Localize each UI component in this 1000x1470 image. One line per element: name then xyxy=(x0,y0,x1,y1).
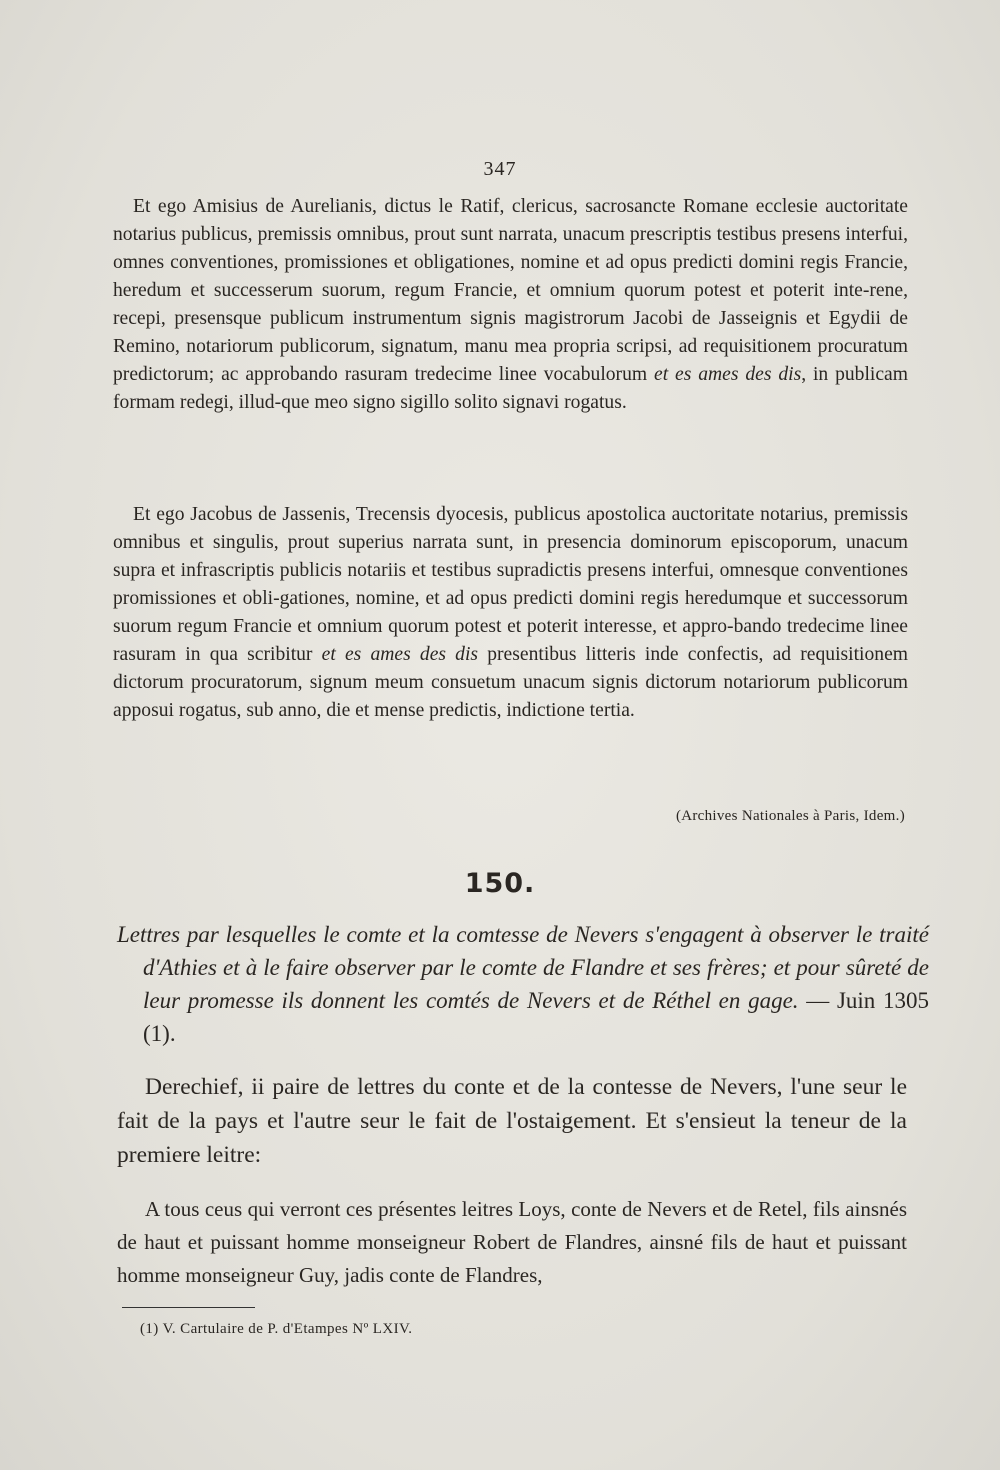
footnote: (1) V. Cartulaire de P. d'Etampes Nº LXIV. xyxy=(140,1321,413,1337)
document-number: 150. xyxy=(464,868,536,899)
paragraph-text-end: presentibus litteris inde confectis, ad requisitionem dictorum procuratorum, signum meum consuetum unacum signis dictorum notariorum publicorum apposui rogatus, sub anno, die et mense predictis, indictione tertia. xyxy=(113,644,909,721)
footnote-divider xyxy=(122,1307,255,1308)
page-number: 347 xyxy=(483,158,517,180)
summary-date: — Juin 1305 (1). xyxy=(143,988,929,1046)
latin-paragraph-1 xyxy=(113,193,908,417)
source-citation: (Archives Nationales à Paris, Idem.) xyxy=(675,808,905,824)
paragraph-text-end: , in publicam formam redegi, illud-que meo signo sigillo solito signavi rogatus. xyxy=(113,364,908,413)
italic-phrase: et es ames des dis xyxy=(321,644,479,665)
latin-paragraph-2 xyxy=(113,501,908,725)
document-summary xyxy=(117,918,929,1050)
summary-text: Lettres par lesquelles le comte et la comtesse de Nevers s'engagent à observer le traité d'Athies et à le faire observer par le comte de Flandre et ses frères; et pour sûreté de leur promesse ils donnent les comtés de Nevers et de Réthel en gage. xyxy=(117,922,929,1013)
italic-phrase: et es ames des dis xyxy=(654,364,802,385)
paragraph-text: Et ego Amisius de Aurelianis, dictus le Ratif, clericus, sacrosancte Romane ecclesie auctoritate notarius publicus, premissis omnibus, prout sunt narrata, unacum prescriptis testibus presens interfui, omnes conventiones, promissiones et obligationes, nomine et ad opus predicti domini regis Francie, heredum et successerum suorum, regum Francie, et omnium quorum potest et poterit inte-rene, recepi, presensque publicum instrumentum signis magistrorum Jacobi de Jasseignis et Egydii de Remino, notariorum publicorum, signatum, manu mea propria scripsi, ad requisitionem procuratum predictorum; ac approbando rasuram tredecime linee vocabulorum xyxy=(113,196,908,385)
french-paragraph-1: Derechief, ii paire de lettres du conte et de la contesse de Nevers, l'une seur le fait de la pays et l'autre seur le fait de l'ostaigement. Et s'ensieut la teneur de la premiere leitre: xyxy=(117,1074,907,1168)
french-paragraph-2: A tous ceus qui verront ces présentes leitres Loys, conte de Nevers et de Retel, fils ainsnés de haut et puissant homme monseigneur Robert de Flandres, ainsné fils de haut et puissant homme monseigneur Guy, jadis conte de Flandres, xyxy=(117,1197,907,1287)
paragraph-text: Et ego Jacobus de Jassenis, Trecensis dyocesis, publicus apostolica auctoritate notarius, premissis omnibus et singulis, prout superius narrata sunt, in presencia dominorum episcoporum, unacum supra et infrascriptis publicis notariis et testibus supradictis presens interfui, omnesque conventiones promissiones et obli-gationes, nomine, et ad opus predicti domini regis heredumque et successorum suorum regum Francie et omnium quorum potest et poterit interesse, et appro-bando tredecime linee rasuram in qua scribitur xyxy=(113,504,908,665)
